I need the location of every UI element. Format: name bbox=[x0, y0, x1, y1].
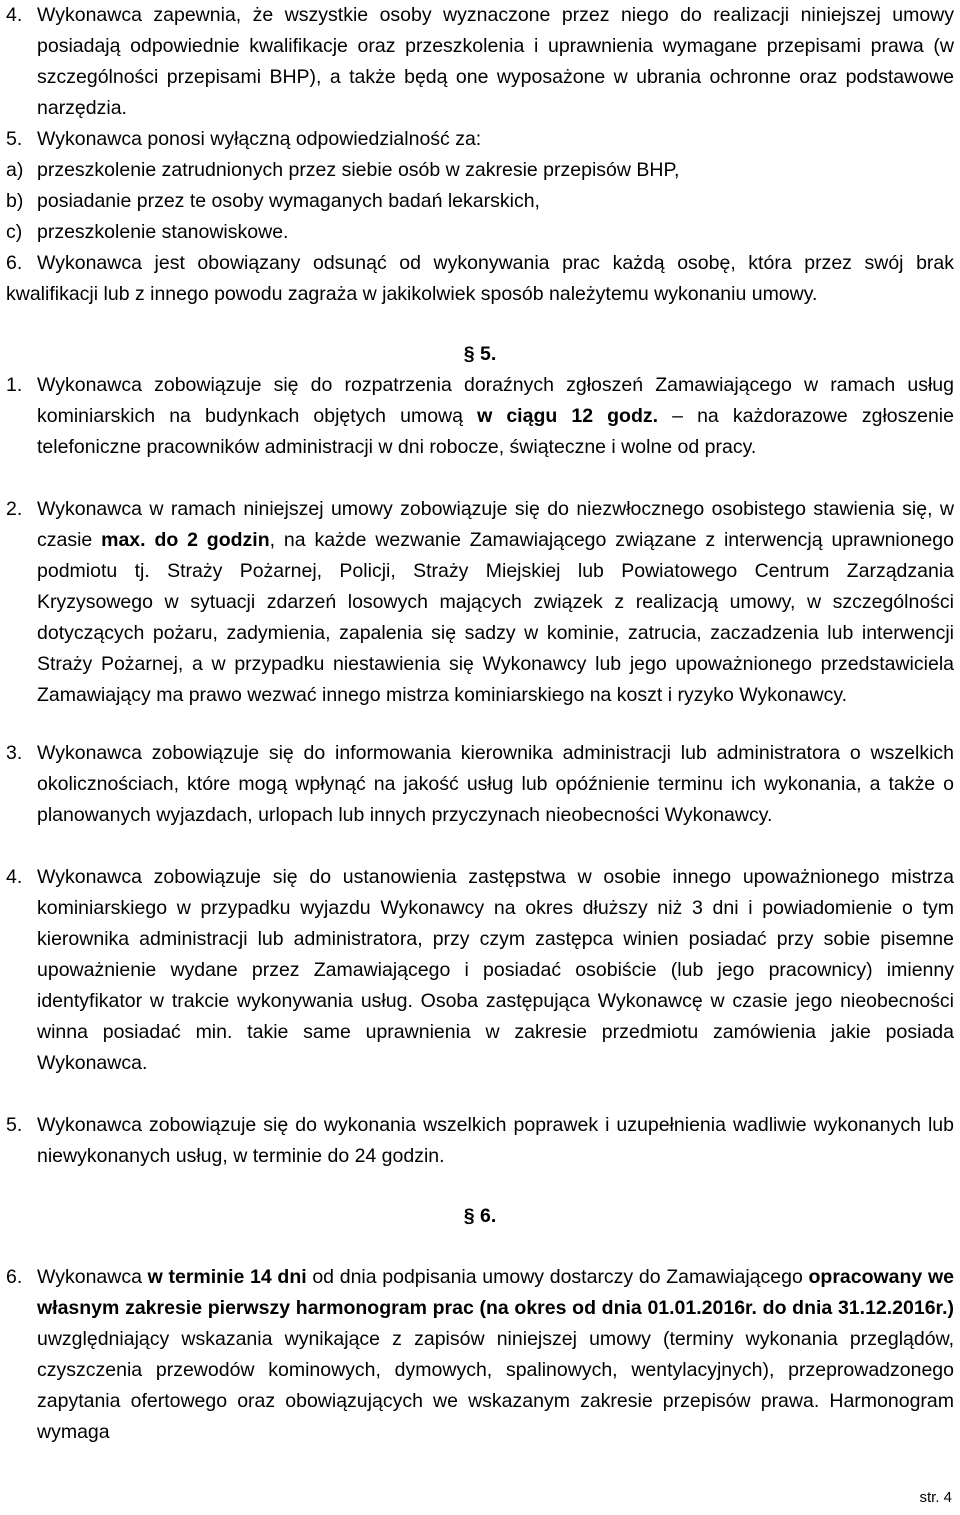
paragraph-text: Wykonawca zobowiązuje się do informowania kierownika administracji lub administratora o wszelkich okolicznościach, które mogą wpłynąć na jakość usług lub opóźnienie terminu ich wykonania, a także o planowanych wyjazdach, urlopach lub innych przyczynach nieobecności Wykonawcy. bbox=[37, 742, 954, 826]
paragraph-number: 2. bbox=[6, 498, 23, 520]
paragraph-4 bbox=[6, 0, 954, 124]
text-run: Wykonawca w ramach niniejszej umowy zobowiązuje się do niezwłocznego osobistego stawienia się, w czasie bbox=[37, 498, 954, 551]
paragraph-6 bbox=[6, 248, 954, 310]
text-run: od dnia podpisania umowy dostarczy do Zamawiającego bbox=[306, 1266, 809, 1288]
paragraph-text: Wykonawca zobowiązuje się do wykonania wszelkich poprawek i uzupełnienia wadliwie wykonanych lub niewykonanych usług, w terminie do 24 godzin. bbox=[37, 1114, 954, 1167]
text-run: Wykonawca zobowiązuje się do rozpatrzenia doraźnych zgłoszeń Zamawiającego w ramach usług kominiarskich na budynkach objętych umową bbox=[37, 374, 954, 427]
paragraph-text: Wykonawca zapewnia, że wszystkie osoby wyznaczone przez niego do realizacji niniejszej umowy posiadają odpowiednie kwalifikacje oraz przeszkolenia i uprawnienia wymagane przepisami prawa (w szczególności przepisami BHP), a także będą one wyposażone w ubrania ochronne oraz podstawowe narzędzia. bbox=[37, 4, 954, 119]
paragraph-5-1 bbox=[6, 370, 954, 463]
paragraph-number: 4. bbox=[6, 4, 23, 26]
page-number: str. 4 bbox=[919, 1489, 952, 1506]
bold-run: do 2 godzin bbox=[154, 529, 270, 551]
paragraph-number: 5. bbox=[6, 1114, 23, 1136]
text-run: uwzględniający wskazania wynikające z zapisów niniejszej umowy (terminy wykonania przeglądów, czyszczenia przewodów kominowych, dymowych, spalinowych, wentylacyjnych), przeprowadzonego zapytania ofertowego oraz obowiązujących we wskazanym zakresie przepisów prawa. Harmonogram wymaga bbox=[37, 1328, 954, 1443]
paragraph-text: Wykonawca ponosi wyłączną odpowiedzialność za: bbox=[37, 128, 482, 150]
list-text: posiadanie przez te osoby wymaganych badań lekarskich, bbox=[37, 190, 540, 212]
list-letter: a) bbox=[6, 159, 24, 181]
paragraph-number: 3. bbox=[6, 742, 23, 764]
text-run: , na każde wezwanie Zamawiającego związane z interwencją uprawnionego podmiotu tj. Straży Pożarnej, Policji, Straży Miejskiej lub Powiatowego Centrum Zarządzania Kryzysowego w sytuacji zdarzeń losowych mających związek z realizacją umowy, w szczególności dotyczących pożaru, zadymienia, zapalenia się sadzy w kominie, zatrucia, zaczadzenia lub interwencji Straży Pożarnej, a w przypadku niestawienia się Wykonawcy lub jego upoważnionego przedstawiciela Zamawiający ma prawo wezwać innego mistrza kominiarskiego na koszt i ryzyko Wykonawcy. bbox=[37, 529, 954, 706]
paragraph-number: 1. bbox=[6, 374, 23, 396]
paragraph-5-2 bbox=[6, 494, 954, 711]
bold-run: max. bbox=[101, 529, 146, 551]
list-item bbox=[6, 217, 954, 248]
list-item bbox=[6, 186, 954, 217]
list-text: przeszkolenie stanowiskowe. bbox=[37, 221, 289, 243]
text-run: – na każdorazowe zgłoszenie telefoniczne pracowników administracji w dni robocze, świąteczne i wolne od pracy. bbox=[37, 405, 954, 458]
paragraph-text: Wykonawca jest obowiązany odsunąć od wykonywania prac każdą osobę, która przez swój brak kwalifikacji lub z innego powodu zagraża w jakikolwiek sposób należytemu wykonaniu umowy. bbox=[6, 252, 954, 305]
paragraph-number: 6. bbox=[6, 1266, 23, 1288]
section-heading-6: § 6. bbox=[463, 1205, 497, 1227]
paragraph-5-3 bbox=[6, 738, 954, 831]
paragraph-5-4 bbox=[6, 862, 954, 1079]
list-letter: b) bbox=[6, 190, 24, 212]
text-run: Wykonawca bbox=[37, 1266, 148, 1288]
paragraph-text bbox=[37, 370, 954, 463]
paragraph-number: 4. bbox=[6, 866, 23, 888]
paragraph-number: 6. bbox=[6, 252, 23, 274]
list-text: przeszkolenie zatrudnionych przez siebie osób w zakresie przepisów BHP, bbox=[37, 159, 680, 181]
paragraph-text bbox=[37, 494, 954, 711]
paragraph-text: Wykonawca zobowiązuje się do ustanowienia zastępstwa w osobie innego upoważnionego mistrza kominiarskiego w przypadku wyjazdu Wykonawcy na okres dłuższy niż 3 dni i powiadomienie o tym kierownika administracji lub administratora, przy czym zastępca winien posiadać przy sobie pisemne upoważnienie wydane przez Zamawiającego i posiadać osobiście (lub jego pracownicy) imienny identyfikator w trakcie wykonywania usług. Osoba zastępująca Wykonawcę w czasie jego nieobecności winna posiadać min. takie same uprawnienia w zakresie przedmiotu zamówienia jakie posiada Wykonawca. bbox=[37, 866, 954, 1074]
paragraph-5-5 bbox=[6, 1110, 954, 1172]
bold-run: w ciągu 12 godz. bbox=[477, 405, 659, 427]
section-heading-5: § 5. bbox=[463, 343, 497, 365]
bold-run: w terminie 14 dni bbox=[147, 1266, 307, 1288]
paragraph-number: 5. bbox=[6, 128, 23, 150]
list-letter: c) bbox=[6, 221, 23, 243]
list-item bbox=[6, 155, 954, 186]
bold-run: opracowany we własnym zakresie pierwszy harmonogram prac (na okres od dnia 01.01.2016r. do dnia 31.12.2016r.) bbox=[37, 1266, 954, 1319]
paragraph-text bbox=[37, 1262, 954, 1448]
paragraph-5 bbox=[6, 124, 954, 155]
paragraph-6-6 bbox=[6, 1262, 954, 1448]
